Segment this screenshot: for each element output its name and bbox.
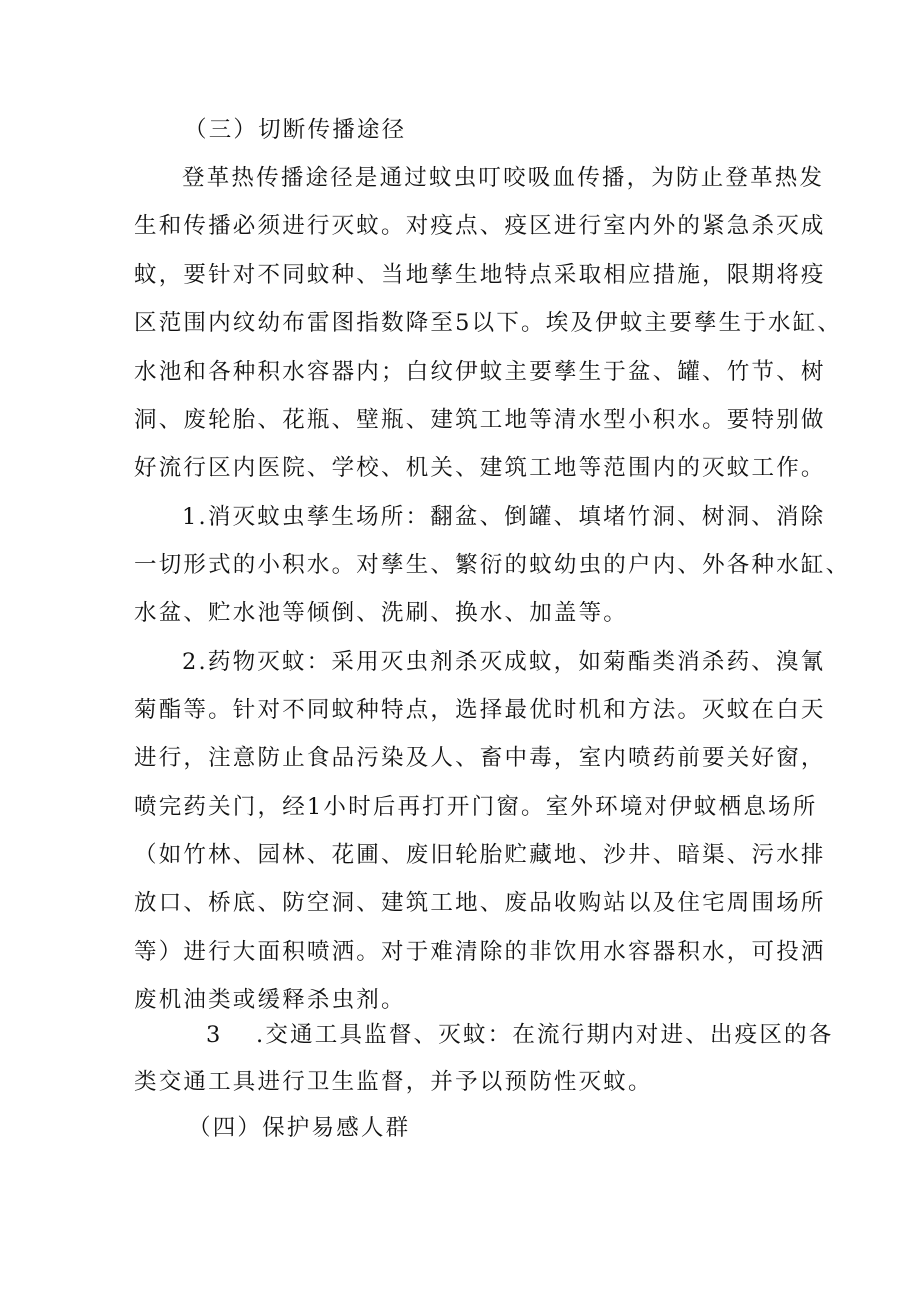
list-item-1-line: 一切形式的小积水。对孳生、繁衍的蚊幼虫的户内、外各种水缸、: [134, 552, 851, 578]
list-item-2-line: （如竹林、园林、花圃、废旧轮胎贮藏地、沙井、暗渠、污水排: [134, 842, 826, 868]
paragraph-line: 好流行区内医院、学校、机关、建筑工地等范围内的灭蚊工作。: [134, 455, 826, 481]
paragraph-line: 洞、废轮胎、花瓶、壁瓶、建筑工地等清水型小积水。要特别做: [134, 407, 826, 433]
list-item-3-line: 类交通工具进行卫生监督，并予以预防性灭蚊。: [134, 1069, 653, 1095]
section-3-title: （三）切断传播途径: [184, 117, 407, 143]
paragraph-line: 生和传播必须进行灭蚊。对疫点、疫区进行室内外的紧急杀灭成: [134, 213, 826, 239]
paragraph-line: 区范围内纹幼布雷图指数降至5以下。埃及伊蚊主要孳生于水缸、: [134, 310, 843, 336]
list-item-2-line: 放口、桥底、防空洞、建筑工地、废品收购站以及住宅周围场所: [134, 890, 826, 916]
list-item-3-number: 3: [206, 1022, 223, 1048]
list-item-2-line: 等）进行大面积喷洒。对于难清除的非饮用水容器积水，可投洒: [134, 939, 826, 965]
section-4-title: （四）保护易感人群: [188, 1115, 411, 1141]
paragraph-line: 蚊，要针对不同蚊种、当地孳生地特点采取相应措施，限期将疫: [134, 262, 826, 288]
list-item-1-line: 1.消灭蚊虫孳生场所：翻盆、倒罐、填堵竹洞、树洞、消除: [182, 504, 826, 530]
list-item-2-line: 菊酯等。针对不同蚊种特点，选择最优时机和方法。灭蚊在白天: [134, 697, 826, 723]
list-item-2-line: 废机油类或缓释杀虫剂。: [134, 987, 406, 1013]
list-item-2-line: 喷完药关门，经1小时后再打开门窗。室外环境对伊蚊栖息场所: [134, 794, 818, 820]
list-item-3-line: .交通工具监督、灭蚊：在流行期内对进、出疫区的各: [256, 1022, 834, 1048]
list-item-2-line: 2.药物灭蚊：采用灭虫剂杀灭成蚊，如菊酯类消杀药、溴氰: [182, 649, 826, 675]
paragraph-line: 水池和各种积水容器内；白纹伊蚊主要孳生于盆、罐、竹节、树: [134, 359, 826, 385]
list-item-2-line: 进行，注意防止食品污染及人、畜中毒，室内喷药前要关好窗，: [134, 745, 826, 771]
list-item-1-line: 水盆、贮水池等倾倒、洗刷、换水、加盖等。: [134, 600, 629, 626]
paragraph-line: 登革热传播途径是通过蚊虫叮咬吸血传播，为防止登革热发: [182, 165, 825, 191]
